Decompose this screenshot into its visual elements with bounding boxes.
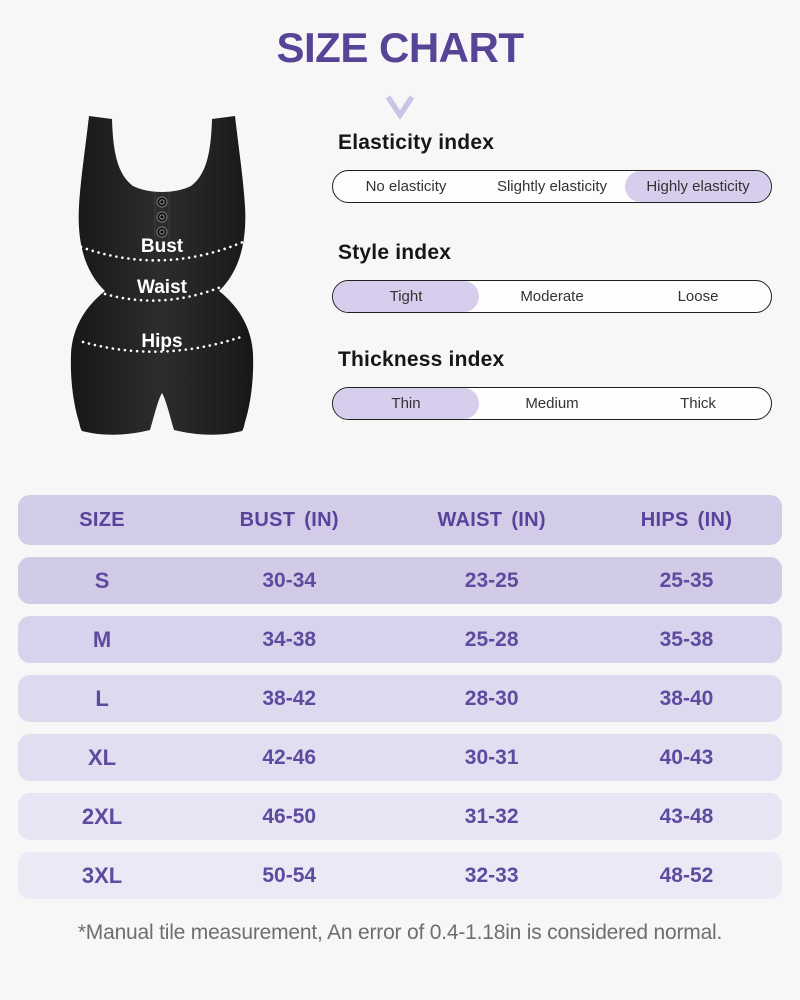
thickness-index-bar (332, 387, 772, 420)
bust-label: Bust (140, 236, 184, 257)
elasticity-index-section (332, 131, 772, 203)
elasticity-option-none: No elasticity (365, 178, 447, 195)
style-option-moderate: Moderate (520, 288, 584, 305)
snap-buttons (157, 197, 167, 237)
thickness-option-medium: Medium (525, 395, 579, 412)
elasticity-index-bar (332, 170, 772, 203)
thickness-index-section (332, 348, 772, 420)
table-row-xl: XL 42-46 30-31 40-43 (18, 734, 782, 781)
elasticity-option-slight: Slightly elasticity (496, 178, 608, 195)
header-waist: WAIST (IN) (437, 508, 546, 531)
waist-label: Waist (137, 277, 187, 298)
table-row-s: S 30-34 23-25 25-35 (18, 557, 782, 604)
style-option-tight: Tight (333, 281, 479, 312)
thickness-index-title: Thickness index (338, 348, 505, 371)
thickness-option-thick: Thick (680, 395, 716, 412)
size-table-header (18, 495, 782, 545)
hips-label: Hips (141, 331, 183, 352)
bodysuit-silhouette (71, 116, 253, 435)
table-row-3xl: 3XL 50-54 32-33 48-52 (18, 852, 782, 899)
chevron-down-icon (384, 94, 416, 120)
page-title: SIZE CHART (276, 24, 524, 71)
product-image (55, 106, 305, 450)
style-index-bar (332, 280, 772, 313)
thickness-option-thin: Thin (333, 388, 479, 419)
style-index-section (332, 241, 772, 313)
table-row-2xl: 2XL 46-50 31-32 43-48 (18, 793, 782, 840)
elasticity-option-high: Highly elasticity (625, 171, 771, 202)
table-row-m: M 34-38 25-28 35-38 (18, 616, 782, 663)
elasticity-index-title: Elasticity index (338, 131, 495, 154)
header-hips: HIPS (IN) (640, 508, 733, 531)
header-bust: BUST (IN) (239, 508, 339, 531)
table-row-l: L 38-42 28-30 38-40 (18, 675, 782, 722)
measurement-footnote: *Manual tile measurement, An error of 0.4-1.18in is considered normal. (77, 921, 723, 944)
style-index-title: Style index (338, 241, 452, 264)
header-size: SIZE (79, 508, 125, 531)
style-option-loose: Loose (677, 288, 719, 305)
size-table (18, 495, 782, 911)
